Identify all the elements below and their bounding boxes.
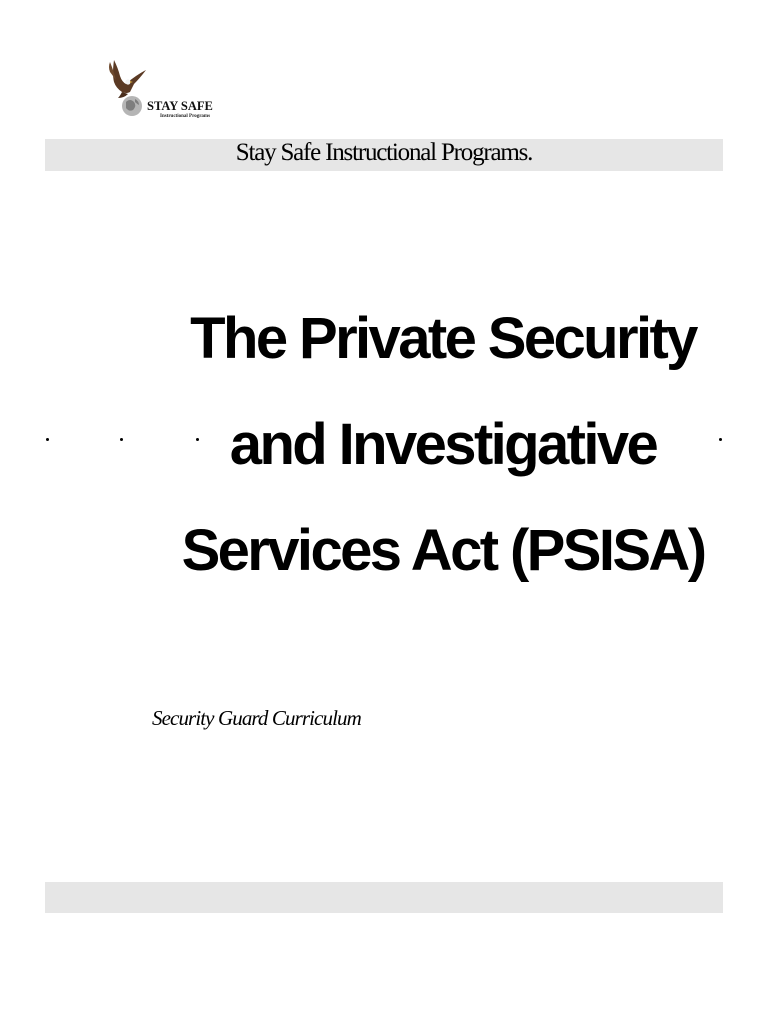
dot-marker xyxy=(120,438,123,441)
title-line-3: Services Act (PSISA) xyxy=(181,518,705,583)
document-title xyxy=(140,286,746,604)
title-line-1: The Private Security xyxy=(190,306,696,371)
dot-marker xyxy=(196,438,199,441)
organization-name: Stay Safe Instructional Programs. xyxy=(235,139,533,166)
logo-tagline: Instructional Programs xyxy=(160,114,211,119)
dot-marker xyxy=(46,438,49,441)
dot-leader xyxy=(0,436,768,444)
eagle-emblem-icon xyxy=(104,58,150,120)
document-subtitle: Security Guard Curriculum xyxy=(152,706,361,730)
logo-wordmark: STAY SAFE xyxy=(147,99,213,113)
dot-marker xyxy=(719,438,722,441)
title-line-2: and Investigative xyxy=(229,412,657,477)
header-band xyxy=(45,139,723,171)
footer-band xyxy=(45,882,723,913)
stay-safe-logo xyxy=(104,58,234,124)
